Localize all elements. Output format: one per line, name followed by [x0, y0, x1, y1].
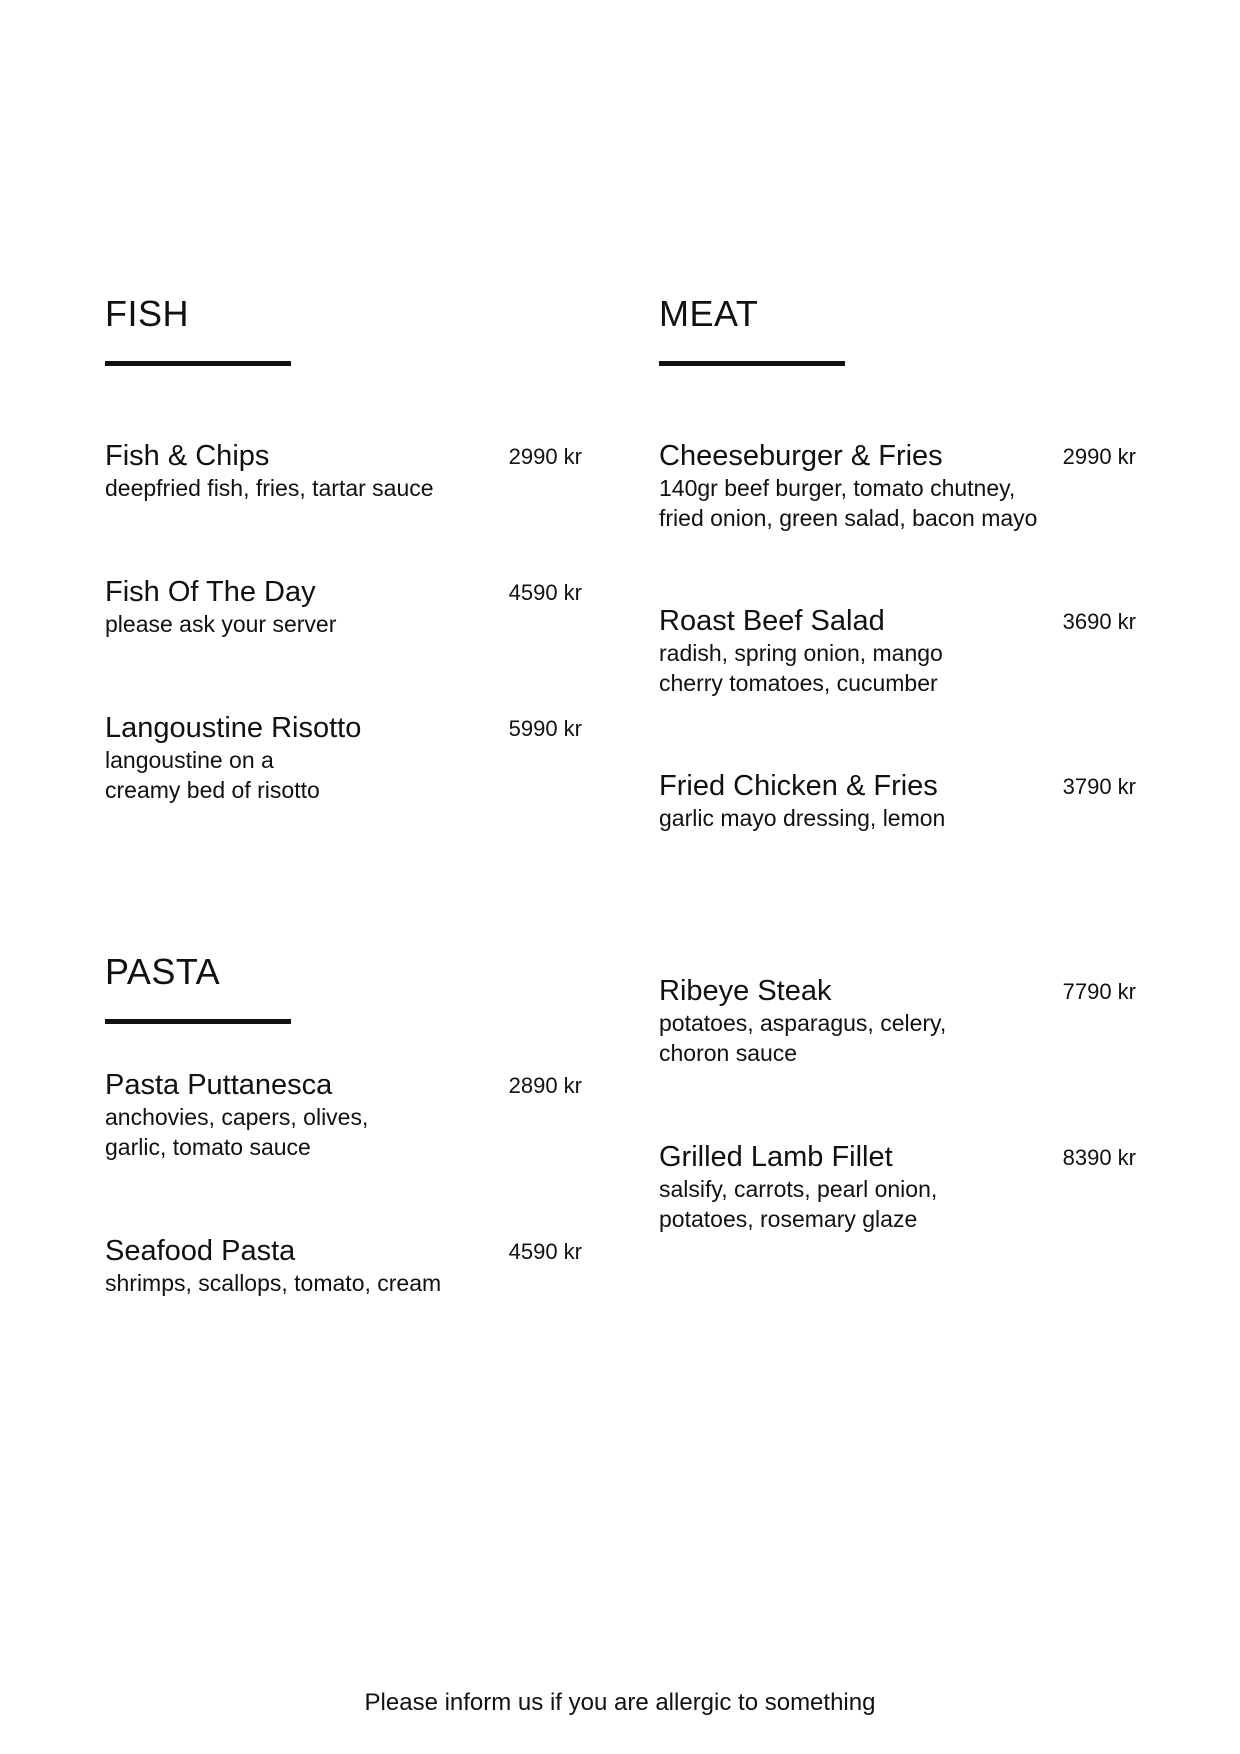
menu-item-description: cherry tomatoes, cucumber	[659, 670, 938, 696]
menu-item	[659, 1140, 1136, 1234]
fish-section-header	[105, 293, 291, 366]
menu-item-description: 140gr beef burger, tomato chutney,	[659, 475, 1016, 501]
menu-item-price: 8390 kr	[1062, 1145, 1136, 1170]
menu-item	[105, 711, 582, 805]
allergy-notice: Please inform us if you are allergic to something	[364, 1689, 876, 1716]
menu-item	[105, 1068, 582, 1162]
menu-item-name: Ribeye Steak	[659, 975, 832, 1007]
menu-item-name: Fish Of The Day	[105, 576, 316, 608]
menu-item	[105, 1234, 582, 1298]
menu-item-price: 7790 kr	[1062, 979, 1136, 1004]
menu-item-description: potatoes, rosemary glaze	[659, 1206, 918, 1232]
menu-item	[659, 604, 1136, 698]
menu-item-description: anchovies, capers, olives,	[105, 1104, 369, 1130]
menu-item-name: Cheeseburger & Fries	[659, 440, 943, 472]
menu-item-description: langoustine on a	[105, 747, 274, 773]
meat-section-header	[659, 293, 845, 366]
menu-item-price: 4590 kr	[508, 580, 582, 605]
menu-item-description: fried onion, green salad, bacon mayo	[659, 505, 1038, 531]
menu-item	[659, 439, 1136, 533]
menu-item	[105, 439, 582, 503]
pasta-section-title: PASTA	[105, 951, 221, 992]
menu-item-description: radish, spring onion, mango	[659, 640, 943, 666]
meat-section-divider	[659, 361, 845, 366]
menu-item-description: garlic, tomato sauce	[105, 1134, 311, 1160]
menu-item-description: deepfried fish, fries, tartar sauce	[105, 475, 434, 501]
menu-item-description: please ask your server	[105, 611, 337, 637]
fish-section-divider	[105, 361, 291, 366]
menu-item-price: 4590 kr	[508, 1239, 582, 1264]
menu-item-price: 3690 kr	[1062, 609, 1136, 634]
menu-item	[659, 974, 1136, 1068]
menu-item	[105, 575, 582, 639]
menu-item-description: creamy bed of risotto	[105, 777, 320, 803]
menu-item-name: Roast Beef Salad	[659, 605, 885, 637]
menu-item-price: 2990 kr	[508, 444, 582, 469]
fish-section-title: FISH	[105, 293, 190, 334]
menu-item	[659, 769, 1136, 833]
menu-item-description: salsify, carrots, pearl onion,	[659, 1176, 938, 1202]
menu-item-description: shrimps, scallops, tomato, cream	[105, 1270, 442, 1296]
menu-item-price: 5990 kr	[508, 716, 582, 741]
meat-section-title: MEAT	[659, 293, 759, 334]
menu-item-name: Langoustine Risotto	[105, 712, 362, 744]
menu-item-name: Fish & Chips	[105, 440, 270, 472]
menu-item-description: garlic mayo dressing, lemon	[659, 805, 946, 831]
menu-item-price: 2990 kr	[1062, 444, 1136, 469]
pasta-section-header	[105, 951, 291, 1024]
menu-item-name: Fried Chicken & Fries	[659, 770, 938, 802]
menu-item-description: choron sauce	[659, 1040, 798, 1066]
menu-item-name: Grilled Lamb Fillet	[659, 1141, 893, 1173]
pasta-section-divider	[105, 1019, 291, 1024]
menu-item-name: Pasta Puttanesca	[105, 1069, 333, 1101]
menu-item-description: potatoes, asparagus, celery,	[659, 1010, 947, 1036]
menu-item-name: Seafood Pasta	[105, 1235, 296, 1267]
menu-item-price: 2890 kr	[508, 1073, 582, 1098]
menu-item-price: 3790 kr	[1062, 774, 1136, 799]
